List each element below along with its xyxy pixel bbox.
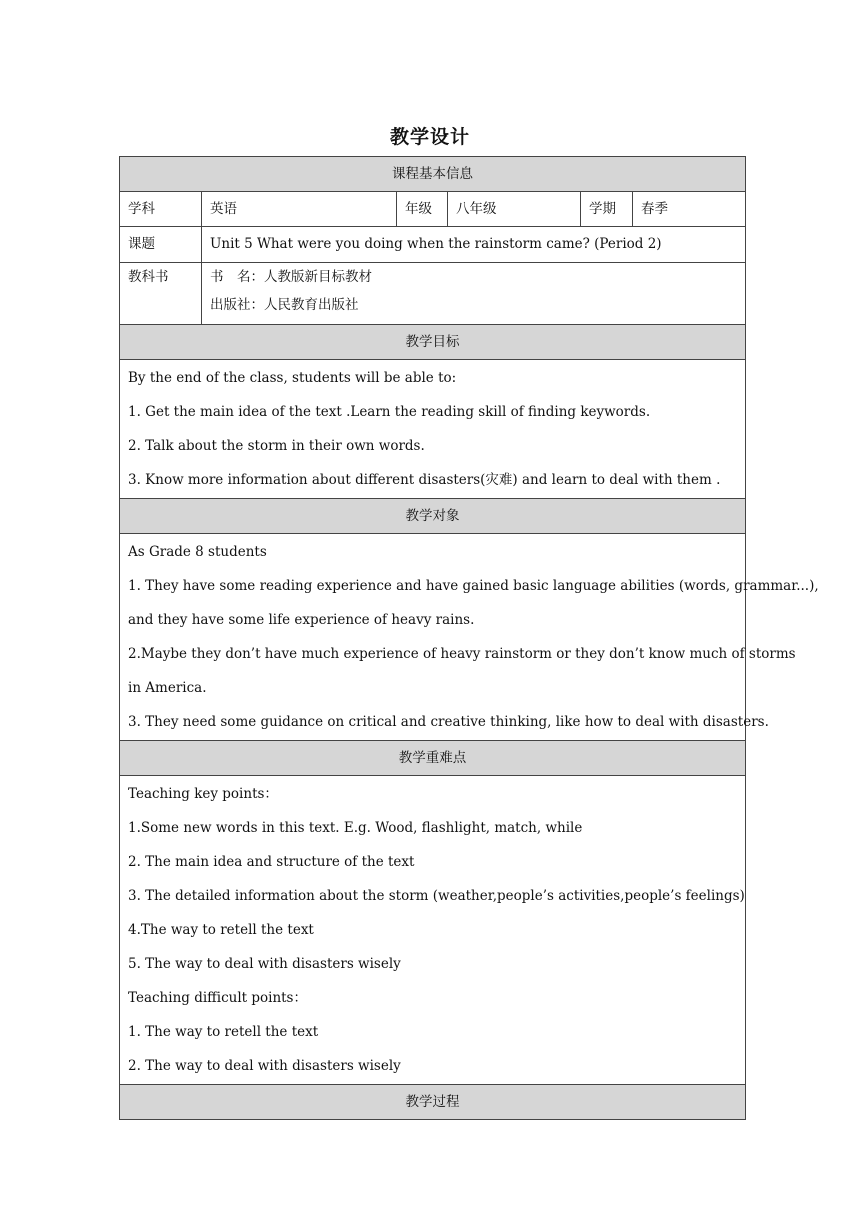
student-line: and they have some life experience of heavy rains. bbox=[128, 612, 475, 628]
topic-value: Unit 5 What were you doing when the rainstorm came? (Period 2) bbox=[202, 227, 746, 263]
grade-value: 八年级 bbox=[448, 192, 581, 227]
student-line: As Grade 8 students bbox=[128, 544, 267, 560]
basic-info-header: 课程基本信息 bbox=[120, 157, 746, 192]
keypoint-line: Teaching key points： bbox=[128, 786, 278, 802]
textbook-info bbox=[202, 263, 746, 325]
textbook-name: 书 名：人教版新目标教材 bbox=[210, 269, 372, 285]
student-line: in America. bbox=[128, 680, 207, 696]
keypoint-line: 5. The way to deal with disasters wisely bbox=[128, 956, 401, 972]
grade-label: 年级 bbox=[397, 192, 448, 227]
keypoint-line: Teaching difficult points： bbox=[128, 990, 307, 1006]
objective-line: 3. Know more information about different disasters(灾难) and learn to deal with them . bbox=[128, 472, 721, 488]
keypoint-line: 2. The way to deal with disasters wisely bbox=[128, 1058, 401, 1074]
subject-label: 学科 bbox=[120, 192, 202, 227]
students-header: 教学对象 bbox=[120, 499, 746, 534]
keypoints-content bbox=[120, 776, 746, 1085]
topic-label: 课题 bbox=[120, 227, 202, 263]
student-line: 1. They have some reading experience and have gained basic language abilities (words, grammar...), bbox=[128, 578, 819, 594]
textbook-publisher: 出版社：人民教育出版社 bbox=[210, 297, 359, 313]
keypoint-line: 2. The main idea and structure of the text bbox=[128, 854, 415, 870]
document-title: 教学设计 bbox=[389, 126, 470, 148]
student-line: 2.Maybe they don’t have much experience of heavy rainstorm or they don’t know much of storms bbox=[128, 646, 796, 662]
textbook-label: 教科书 bbox=[120, 263, 202, 325]
process-header: 教学过程 bbox=[120, 1085, 746, 1120]
objectives-header: 教学目标 bbox=[120, 325, 746, 360]
term-value: 春季 bbox=[633, 192, 746, 227]
objectives-content bbox=[120, 360, 746, 499]
keypoint-line: 1. The way to retell the text bbox=[128, 1024, 319, 1040]
term-label: 学期 bbox=[581, 192, 633, 227]
students-content bbox=[120, 534, 819, 741]
keypoints-header: 教学重难点 bbox=[120, 741, 746, 776]
keypoint-line: 3. The detailed information about the storm (weather,people’s activities,people’s feelings) bbox=[128, 888, 745, 904]
student-line: 3. They need some guidance on critical and creative thinking, like how to deal with disasters. bbox=[128, 714, 769, 730]
objective-line: 2. Talk about the storm in their own words. bbox=[128, 438, 425, 454]
keypoint-line: 4.The way to retell the text bbox=[128, 922, 314, 938]
lesson-design-table bbox=[119, 156, 819, 1120]
objective-line: 1. Get the main idea of the text .Learn the reading skill of finding keywords. bbox=[128, 404, 651, 420]
subject-value: 英语 bbox=[202, 192, 397, 227]
keypoint-line: 1.Some new words in this text. E.g. Wood, flashlight, match, while bbox=[128, 820, 583, 836]
objective-line: By the end of the class, students will be able to: bbox=[128, 370, 457, 386]
